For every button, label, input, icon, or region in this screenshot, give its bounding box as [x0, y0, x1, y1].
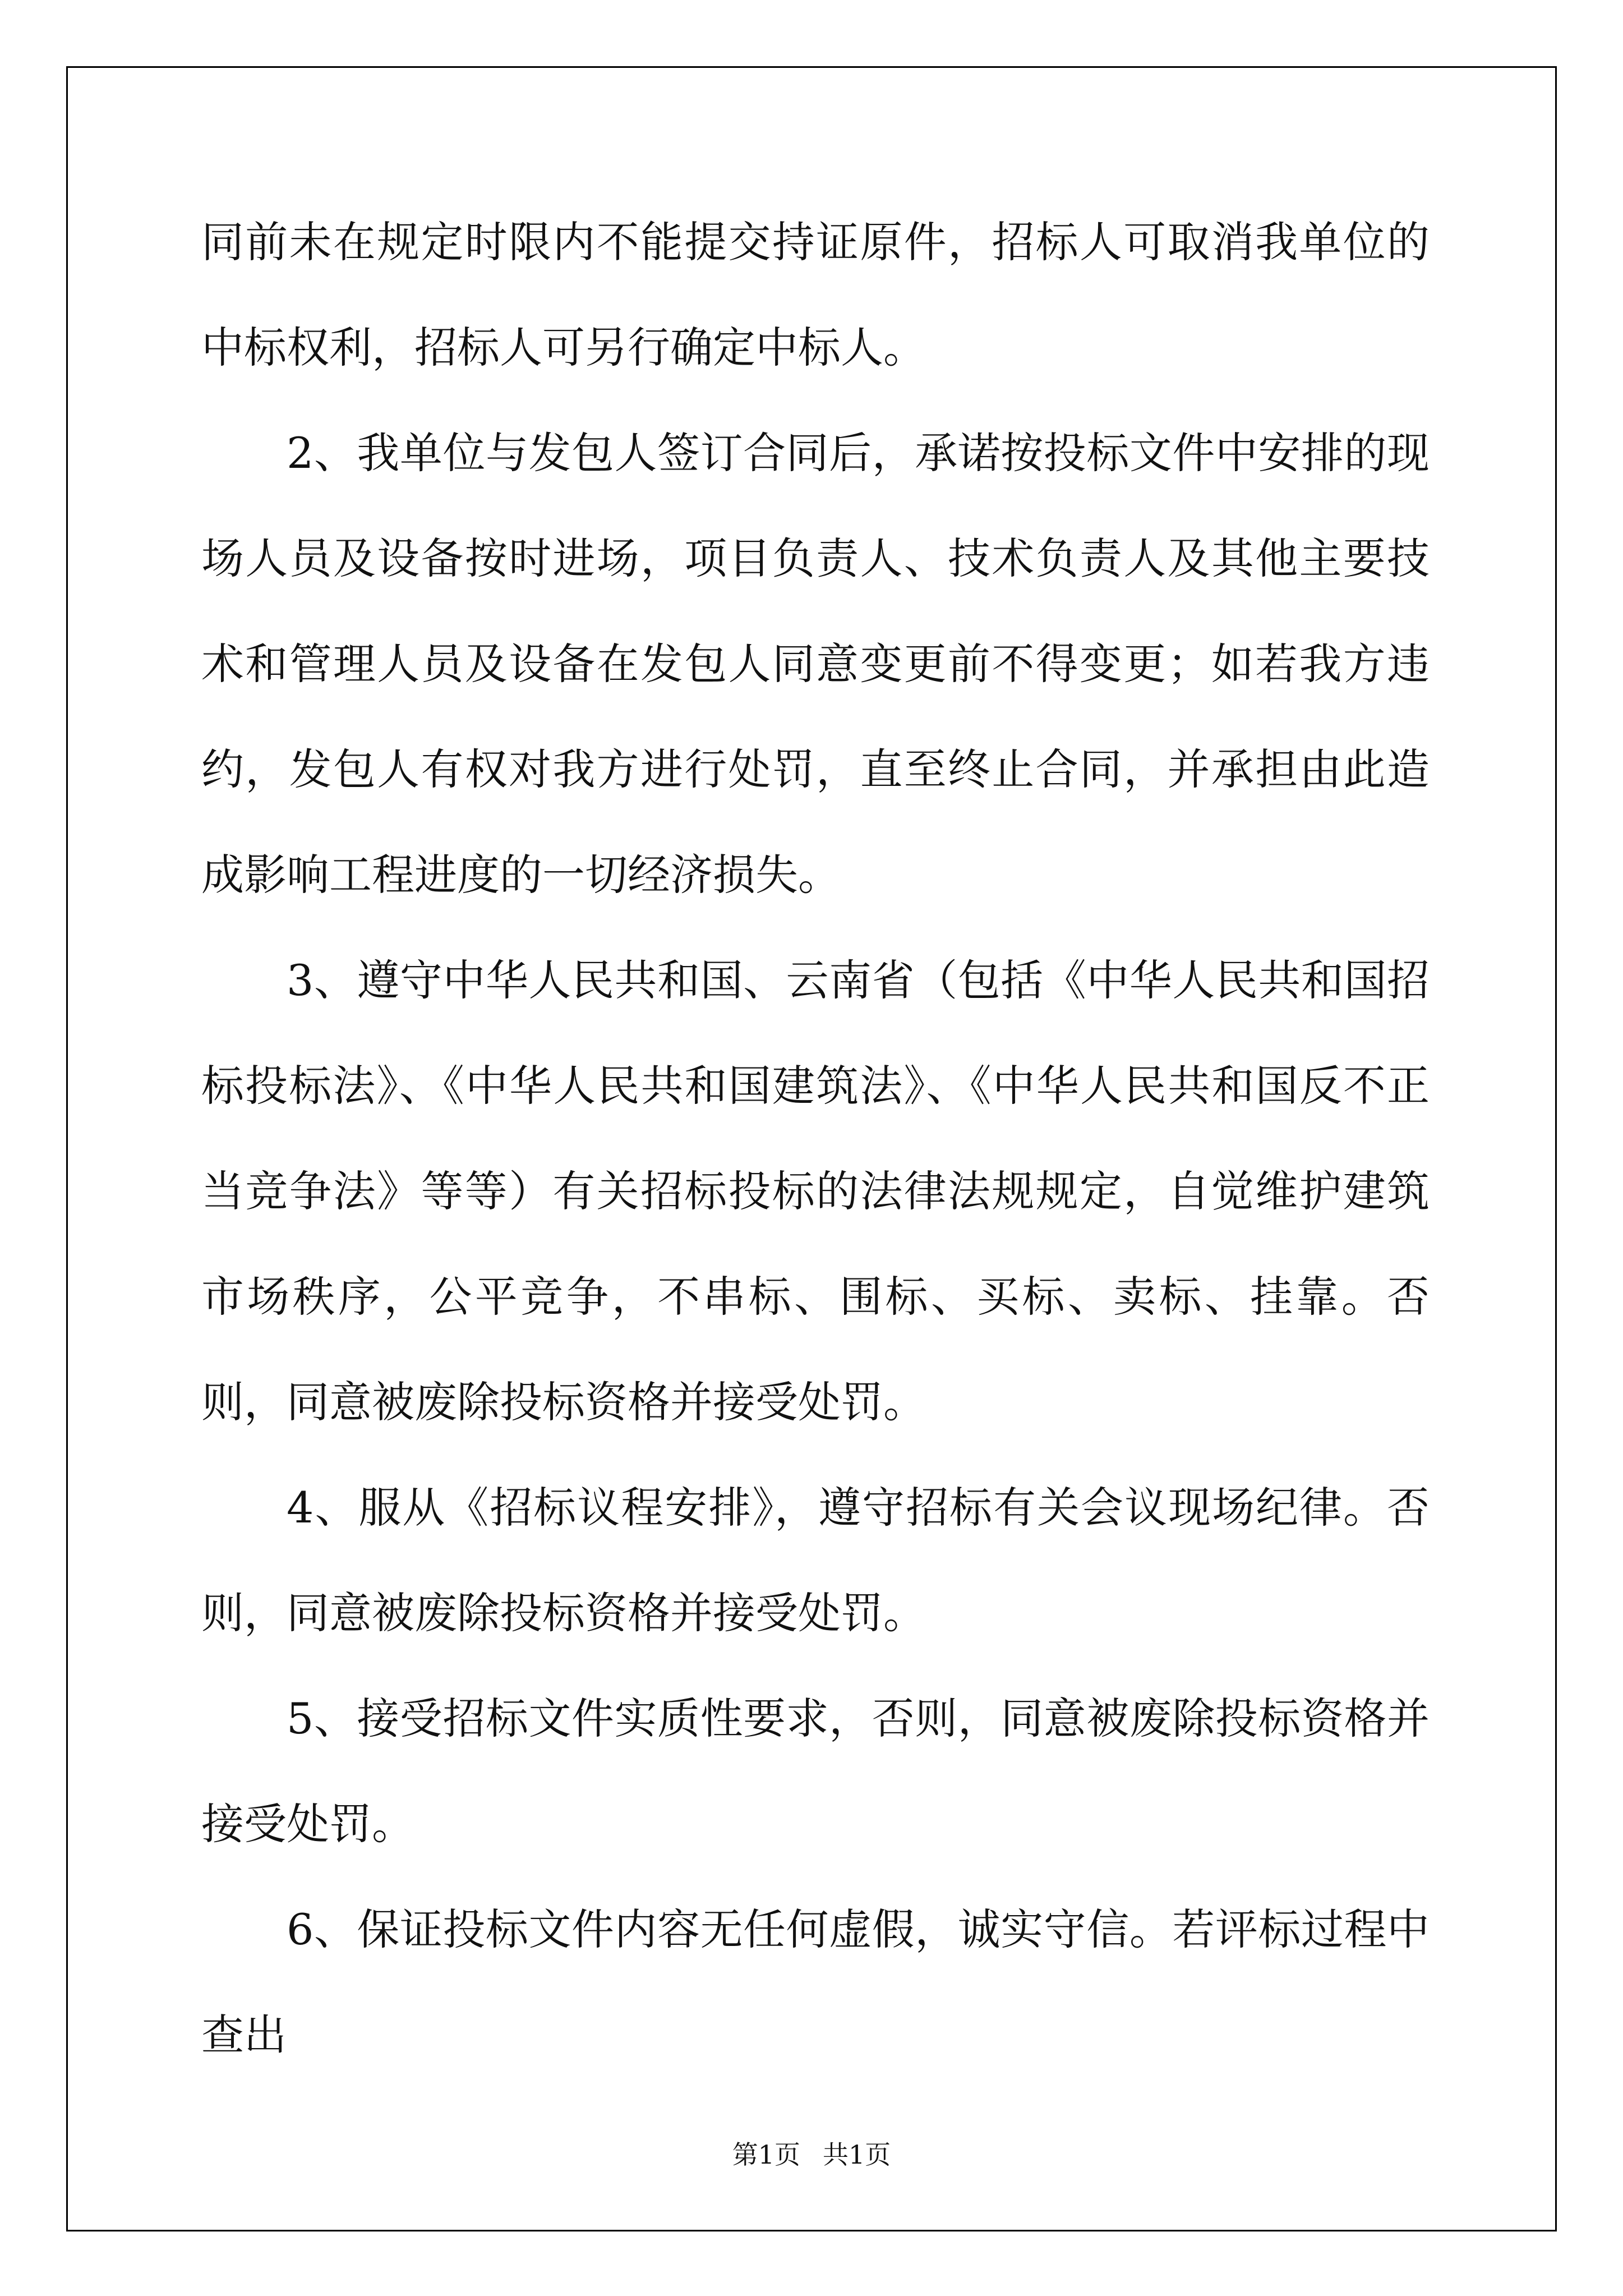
document-body: [201, 190, 1430, 2088]
paragraph-item-3: 3、遵守中华人民共和国、云南省（包括《中华人民共和国招标投标法》、《中华人民共和国建筑法》、《中华人民共和国反不正当竞争法》等等）有关招标投标的法律法规规定，自觉维护建筑市场秩序，公平竞争，不串标、围标、买标、卖标、挂靠。否则，同意被废除投标资格并接受处罚。: [201, 955, 1430, 1427]
paragraph-item-5: 5、接受招标文件实质性要求，否则，同意被废除投标资格并接受处罚。: [201, 1694, 1430, 1849]
paragraph-item-4: 4、服从《招标议程安排》，遵守招标有关会议现场纪律。否则，同意被废除投标资格并接受处罚。: [201, 1483, 1430, 1638]
paragraph-continuation: 同前未在规定时限内不能提交持证原件，招标人可取消我单位的中标权利，招标人可另行确定中标人。: [201, 217, 1430, 372]
paragraph-item-6: 6、保证投标文件内容无任何虚假，诚实守信。若评标过程中查出: [201, 1904, 1430, 2060]
page-number-current: 第1页: [732, 2139, 800, 2170]
paragraph-item-2: 2、我单位与发包人签订合同后，承诺按投标文件中安排的现场人员及设备按时进场，项目负责人、技术负责人及其他主要技术和管理人员及设备在发包人同意变更前不得变更；如若我方违约，发包人有权对我方进行处罚，直至终止合同，并承担由此造成影响工程进度的一切经济损失。: [201, 428, 1430, 900]
page-number-total: 共1页: [823, 2139, 891, 2170]
page-footer: [0, 2138, 1623, 2171]
